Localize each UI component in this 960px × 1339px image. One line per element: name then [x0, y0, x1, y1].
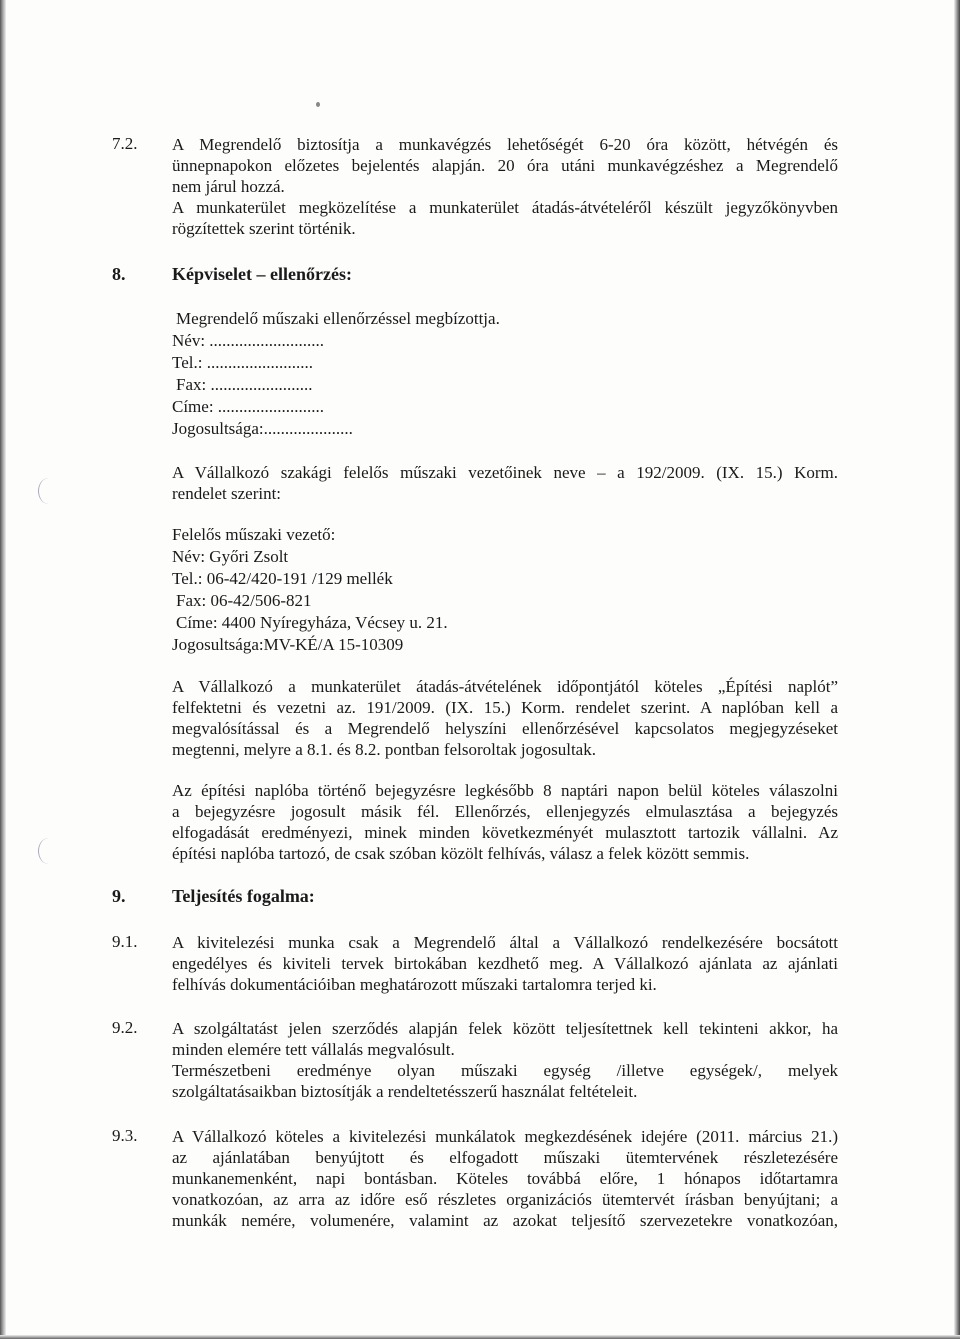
text-line: Az építési naplóba történő bejegyzésre legkésőbb 8 naptári napon belül köteles válaszolni — [172, 781, 838, 800]
manager-fax: Fax: 06-42/506-821 — [176, 591, 312, 610]
text-line: munkák nemére, volumenére, valamint az azokat teljesítő szervezetekre vonatkozóan, — [172, 1211, 838, 1230]
section-number: 9.1. — [112, 932, 138, 951]
text-line: A Vállalkozó köteles a kivitelezési munkálatok megkezdésének idejére (2011. március 21.) — [172, 1127, 838, 1146]
text-line: felhívás dokumentációiban meghatározott műszaki tartalomra terjed ki. — [172, 975, 657, 994]
manager-phone: Tel.: 06-42/420-191 /129 mellék — [172, 569, 393, 588]
text-line: megvalósítással és a Megrendelő helyszíni ellenőrzésével kapcsolatos megjegyzéseket — [172, 719, 838, 738]
text-line: elfogadását eredményezi, minek minden következményét mulasztott tartozik vállalni. Az — [172, 823, 838, 842]
manager-name: Név: Győri Zsolt — [172, 547, 289, 566]
text-line: munkanemenként, napi bontásban. Köteles továbbá előre, 1 hónapos időtartamra — [172, 1169, 838, 1188]
text-line: rendelet szerint: — [172, 484, 282, 503]
log-entry-paragraph — [172, 780, 838, 864]
text-line: megtenni, melyre a 8.1. és 8.2. pontban felsoroltak jogosultak. — [172, 740, 596, 759]
scan-edge-left — [0, 0, 6, 1339]
section-heading: Teljesítés fogalma: — [172, 886, 315, 906]
text-line: A Megrendelő biztosítja a munkavégzés lehetőségét 6-20 óra között, hétvégén és — [172, 135, 838, 154]
scan-speck — [316, 102, 320, 107]
text-line: ünnepnapokon előzetes bejelentés alapján. 20 óra utáni munkavégzéshez a Megrendelő — [172, 156, 838, 175]
text-line: A szolgáltatást jelen szerződés alapján felek között teljesítettnek kell tekinteni akkor, ha — [172, 1019, 838, 1038]
text-line: építési naplóba tartozó, de csak szóban közölt felhívás, válasz a felek között semmis. — [172, 844, 750, 863]
text-line: vonatkozóan, az arra az időre eső részletes organizációs ütemtervét írásban benyújtani; a — [172, 1190, 838, 1209]
manager-title: Felelős műszaki vezető: — [172, 525, 336, 544]
text-line: szolgáltatásaikban biztosítják a rendeltetésszerű használat feltételeit. — [172, 1082, 638, 1101]
construction-log-paragraph — [172, 676, 838, 760]
contractor-managers-paragraph — [172, 462, 838, 504]
text-line: rögzítettek szerint történik. — [172, 219, 356, 238]
address-field: Címe: ......................... — [172, 397, 325, 416]
section-number: 9. — [112, 886, 126, 906]
intro-line: Megrendelő műszaki ellenőrzéssel megbízottja. — [176, 309, 500, 328]
manager-authority: Jogosultsága:MV-KÉ/A 15-10309 — [172, 635, 404, 654]
section-9-1-text — [172, 932, 838, 995]
text-line: engedélyes és kiviteli tervek birtokában kezdhető meg. A Vállalkozó ajánlata az ajánlati — [172, 954, 838, 973]
text-line: a bejegyzésre jogosult másik fél. Ellenőrzés, ellenjegyzés elmulasztása a bejegyzés — [172, 802, 838, 821]
manager-address: Címe: 4400 Nyíregyháza, Vécsey u. 21. — [176, 613, 448, 632]
text-line: A kivitelezési munka csak a Megrendelő által a Vállalkozó rendelkezésére bocsátott — [172, 933, 838, 952]
section-9-2-text — [172, 1018, 838, 1102]
text-line: minden elemére tett vállalás megvalósult. — [172, 1040, 455, 1059]
text-line: A Vállalkozó a munkaterület átadás-átvételének időpontjától köteles „Építési naplót” — [172, 677, 838, 696]
text-line: nem járul hozzá. — [172, 177, 285, 196]
section-number: 7.2. — [112, 134, 138, 153]
authority-field: Jogosultsága:..................... — [172, 419, 353, 438]
punch-hole-mark — [38, 838, 59, 864]
section-7-2-text — [172, 134, 838, 239]
fax-field: Fax: ........................ — [176, 375, 313, 394]
section-number: 9.3. — [112, 1126, 138, 1145]
scan-edge-bottom — [0, 1335, 960, 1339]
scan-edge-right — [954, 0, 960, 1339]
section-number: 9.2. — [112, 1018, 138, 1037]
section-9-3-text — [172, 1126, 838, 1231]
text-line: az ajánlatában benyújtott és elfogadott műszaki ütemtervének részletezésére — [172, 1148, 838, 1167]
text-line: A munkaterület megközelítése a munkaterület átadás-átvételéről készült jegyzőkönyvben — [172, 198, 838, 217]
phone-field: Tel.: ......................... — [172, 353, 313, 372]
section-heading: Képviselet – ellenőrzés: — [172, 264, 352, 284]
text-line: Természetbeni eredménye olyan műszaki egység /illetve egységek/, melyek — [172, 1061, 838, 1080]
text-line: felfektetni és vezetni az. 191/2009. (IX. 15.) Korm. rendelet szerint. A naplóban kell a — [172, 698, 838, 717]
name-field: Név: ........................... — [172, 331, 325, 350]
punch-hole-mark — [38, 478, 59, 504]
text-line: A Vállalkozó szakági felelős műszaki vezetőinek neve – a 192/2009. (IX. 15.) Korm. — [172, 463, 838, 482]
section-number: 8. — [112, 264, 126, 284]
